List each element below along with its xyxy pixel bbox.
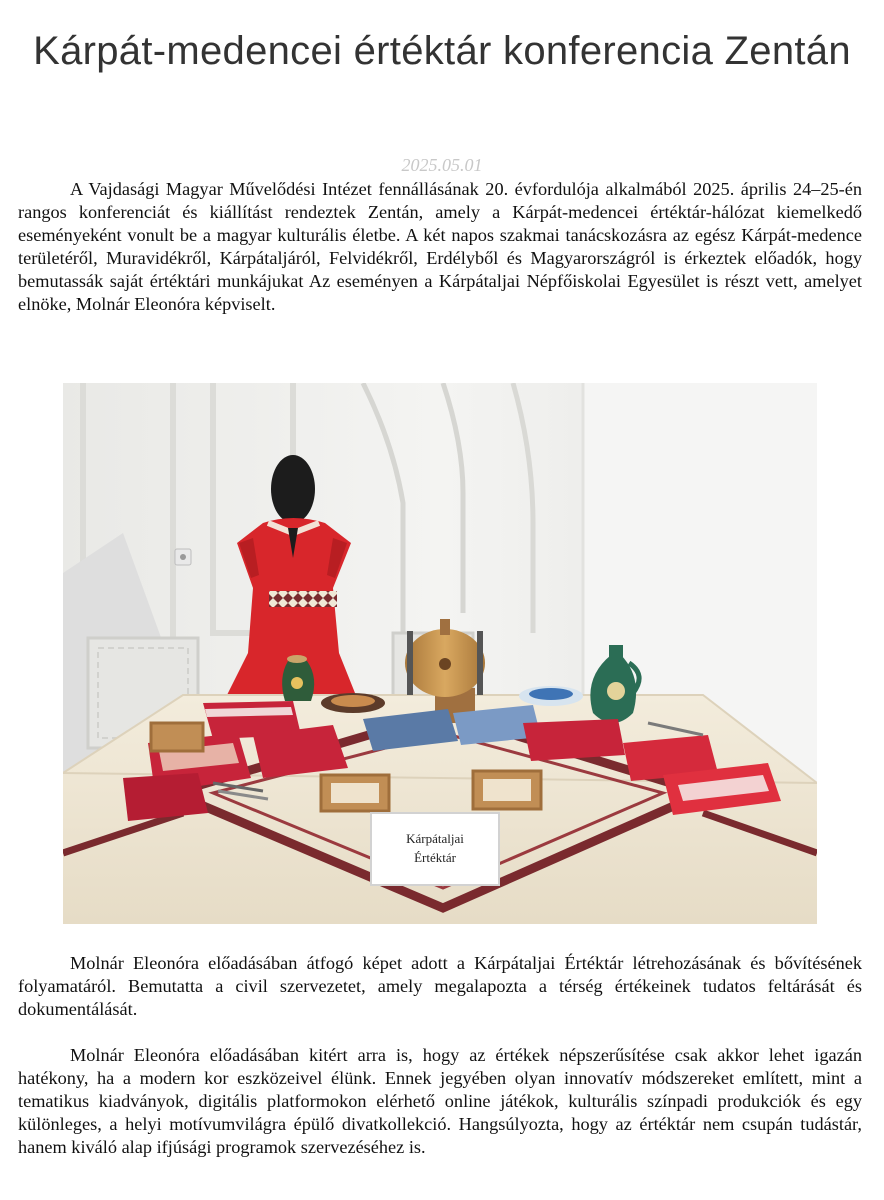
sign-line-1: Kárpátaljai — [406, 831, 464, 846]
article-date: 2025.05.01 — [401, 155, 483, 175]
article-paragraph-1: A Vajdasági Magyar Művelődési Intézet fennállásának 20. évfordulója alkalmából 2025. április 24–25-én rangos konferenciát és kiállítást rendeztek Zentán, amely a Kárpát-medencei értéktár-hálózat kiemelkedő eseményeként vonult be a magyar kulturális életbe. A két napos szakmai tanácskozásra az egész Kárpát-medence területéről, Muravidékről, Kárpátaljáról, Felvidékről, Erdélyből és Magyarországról is érkeztek előadók, hogy bemutassák saját értéktári munkájukat Az eseményen a Kárpátaljai Népfőiskolai Egyesület is részt vett, amelyet elnöke, Molnár Eleonóra képviselt. — [18, 179, 862, 314]
article-paragraph-2: Molnár Eleonóra előadásában átfogó képet adott a Kárpátaljai Értéktár létrehozásának és bővítésének folyamatáról. Bemutatta a civil szervezetet, amely megalapozta a térség értékeinek tudatos feltárását és dokumentálását. — [18, 953, 862, 1019]
article-paragraph-3: Molnár Eleonóra előadásában kitért arra is, hogy az értékek népszerűsítése csak akkor lehet igazán hatékony, ha a modern kor eszközeivel élünk. Ennek jegyében olyan innovatív módszereket említett, mint a tematikus kiadványok, digitális platformokon elérhető online játékok, kulturális színpadi produkciók és egy különleges, a helyi motívumvilágra épülő divatkollekció. Hangsúlyozta, hogy az értéktár nem csupán tudástár, hanem kiváló alap ifjúsági programok szervezéséhez is. — [18, 1045, 862, 1157]
exhibition-photo — [63, 383, 817, 924]
article-title: Kárpát-medencei értéktár konferencia Zentán — [33, 29, 851, 73]
sign-card — [371, 813, 499, 885]
sign-line-2: Értéktár — [414, 850, 456, 865]
